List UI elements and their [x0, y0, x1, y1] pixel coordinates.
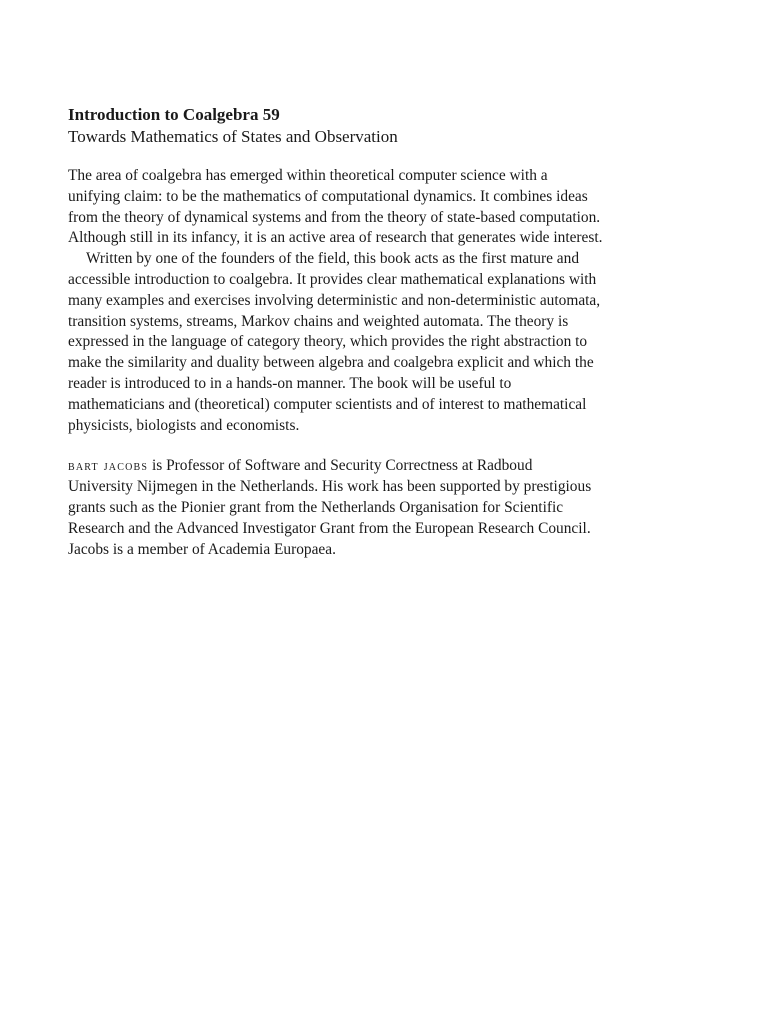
text-line: many examples and exercises involving deterministic and non-deterministic automata,	[68, 291, 601, 309]
text-line	[68, 456, 708, 477]
text-line: Although still in its infancy, it is an active area of research that generates wide interest.	[68, 229, 603, 247]
series-title: Introduction to Coalgebra 59	[68, 105, 280, 124]
author-name: bart jacobs	[68, 458, 149, 475]
text-line: unifying claim: to be the mathematics of computational dynamics. It combines ideas	[68, 187, 588, 205]
text-line: from the theory of dynamical systems and from the theory of state-based computation.	[68, 208, 601, 226]
text-line: mathematicians and (theoretical) computer scientists and of interest to mathematical	[68, 395, 587, 413]
text-line: accessible introduction to coalgebra. It provides clear mathematical explanations with	[68, 270, 597, 288]
description-paragraph-2	[68, 249, 708, 436]
text-line: grants such as the Pionier grant from the Netherlands Organisation for Scientific	[68, 498, 564, 516]
text-line: expressed in the language of category theory, which provides the right abstraction to	[68, 333, 588, 351]
text-line: reader is introduced to in a hands-on manner. The book will be useful to	[68, 374, 512, 392]
text-line: make the similarity and duality between algebra and coalgebra explicit and which the	[68, 354, 594, 372]
text-line: physicists, biologists and economists.	[68, 416, 300, 434]
text-line: University Nijmegen in the Netherlands. His work has been supported by prestigious	[68, 478, 592, 496]
author-bio-first-line: is Professor of Software and Security Correctness at Radboud	[148, 457, 533, 475]
text-line: The area of coalgebra has emerged within theoretical computer science with a	[68, 167, 548, 184]
text-line: Written by one of the founders of the field, this book acts as the first mature and	[86, 250, 580, 268]
text-line: Research and the Advanced Investigator Grant from the European Research Council.	[68, 519, 591, 537]
text-line: Jacobs is a member of Academia Europaea.	[68, 540, 336, 558]
book-blurb-page	[68, 104, 708, 560]
description-paragraph-1	[68, 166, 708, 249]
text-line: transition systems, streams, Markov chains and weighted automata. The theory is	[68, 312, 569, 330]
book-subtitle: Towards Mathematics of States and Observation	[68, 127, 398, 146]
author-bio-paragraph	[68, 456, 708, 560]
